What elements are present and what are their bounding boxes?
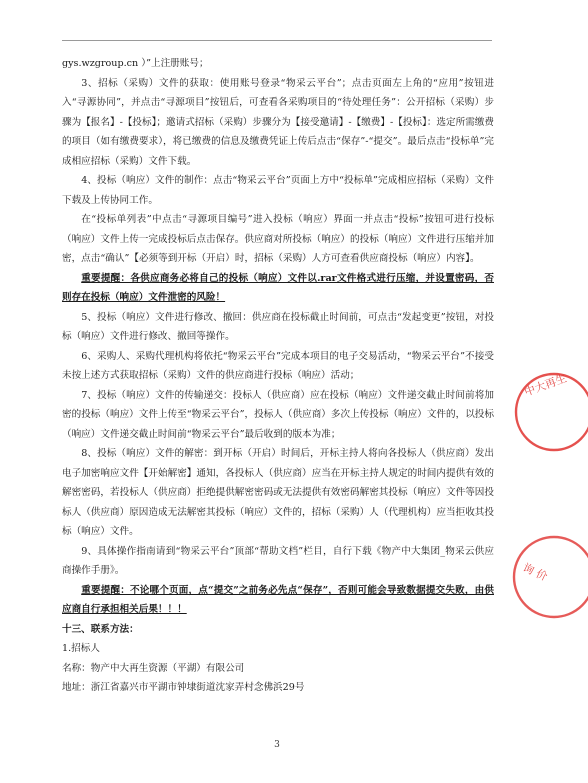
- document-body: [62, 54, 494, 698]
- svg-text:询 价: 询 价: [520, 560, 550, 584]
- paragraph: 3、招标（采购）文件的获取：使用账号登录“物采云平台”；点击页面左上角的“应用”按钮进入“寻源协同”，并点击“寻源项目”按钮后，可查看各采购项目的“待处理任务”：公开招标（采购）步骤为【报名】-【投标】；邀请式招标（采购）步骤分为【接受邀请】-【缴费】-【投标】：选定所需缴费的项目（如有缴费要求），将已缴费的信息及缴费凭证上传后点击“保存”-“提交”。最后点击“投标单”完成相应招标（采购）文件下载。: [62, 77, 494, 167]
- important-notice: 重要提醒：各供应商务必将自己的投标（响应）文件以.rar文件格式进行压缩，并设置密码，否则存在投标（响应）文件泄密的风险！: [62, 272, 494, 303]
- important-notice: 重要提醒：不论哪个页面，点“提交”之前务必先点“保存”，否则可能会导致数据提交失败，由供应商自行承担相关后果！！！: [62, 584, 494, 615]
- page-number: 3: [274, 740, 280, 750]
- paragraph: gys.wzgroup.cn ）”上注册账号；: [62, 58, 209, 69]
- paragraph: 7、投标（响应）文件的传输递交：投标人（供应商）应在投标（响应）文件递交截止时间前将加密的投标（响应）文件上传至“物采云平台”，投标人（供应商）多次上传投标（响应）文件的，以投标（响应）文件递交截止时间前“物采云平台”最后收到的版本为准；: [62, 389, 494, 440]
- company-seal-stamp: [508, 372, 588, 632]
- section-heading: 十三、联系方法：: [62, 623, 139, 635]
- paragraph: 6、采购人、采购代理机构将依托“物采云平台”完成本项目的电子交易活动，“物采云平台”不接受未按上述方式获取招标（采购）文件的供应商进行投标（响应）活动；: [62, 350, 494, 381]
- svg-text:中大再生: 中大再生: [522, 371, 569, 399]
- header-rule: [62, 40, 492, 41]
- paragraph: 9、具体操作指南请到“物采云平台”顶部“帮助文档”栏目，自行下载《物产中大集团_物采云供应商操作手册》。: [62, 545, 494, 576]
- paragraph: 名称：物产中大再生资源（平湖）有限公司: [62, 662, 245, 674]
- paragraph: 地址：浙江省嘉兴市平湖市钟埭街道沈家弄村念佛浜29号: [62, 682, 305, 693]
- paragraph: 1.招标人: [62, 643, 100, 654]
- paragraph: 8、投标（响应）文件的解密：到开标（开启）时间后，开标主持人将向各投标人（供应商）发出电子加密响应文件【开始解密】通知，各投标人（供应商）应当在开标主持人规定的时间内提供有效的解密密码，若投标人（供应商）拒绝提供解密密码或无法提供有效密码解密其投标（响应）文件等因投标人（供应商）原因造成无法解密其投标（响应）文件的，招标（采购）人（代理机构）应当拒收其投标（响应）文件。: [62, 448, 494, 537]
- paragraph: 5、投标（响应）文件进行修改、撤回：供应商在投标截止时间前，可点击“发起变更”按钮，对投标（响应）文件进行修改、撤回等操作。: [62, 311, 494, 342]
- paragraph: 在“投标单列表”中点击“寻源项目编号”进入投标（响应）界面一并点击“投标”按钮可进行投标（响应）文件上传一完成投标后点击保存。供应商对所投标（响应）的投标（响应）文件进行压缩并加密，点击“确认”【必须等到开标（开启）时，招标（采购）人方可查看供应商投标（响应）内容】。: [62, 214, 494, 264]
- paragraph: 4、投标（响应）文件的制作：点击“物采云平台”页面上方中“投标单”完成相应招标（采购）文件下载及上传协同工作。: [62, 175, 494, 206]
